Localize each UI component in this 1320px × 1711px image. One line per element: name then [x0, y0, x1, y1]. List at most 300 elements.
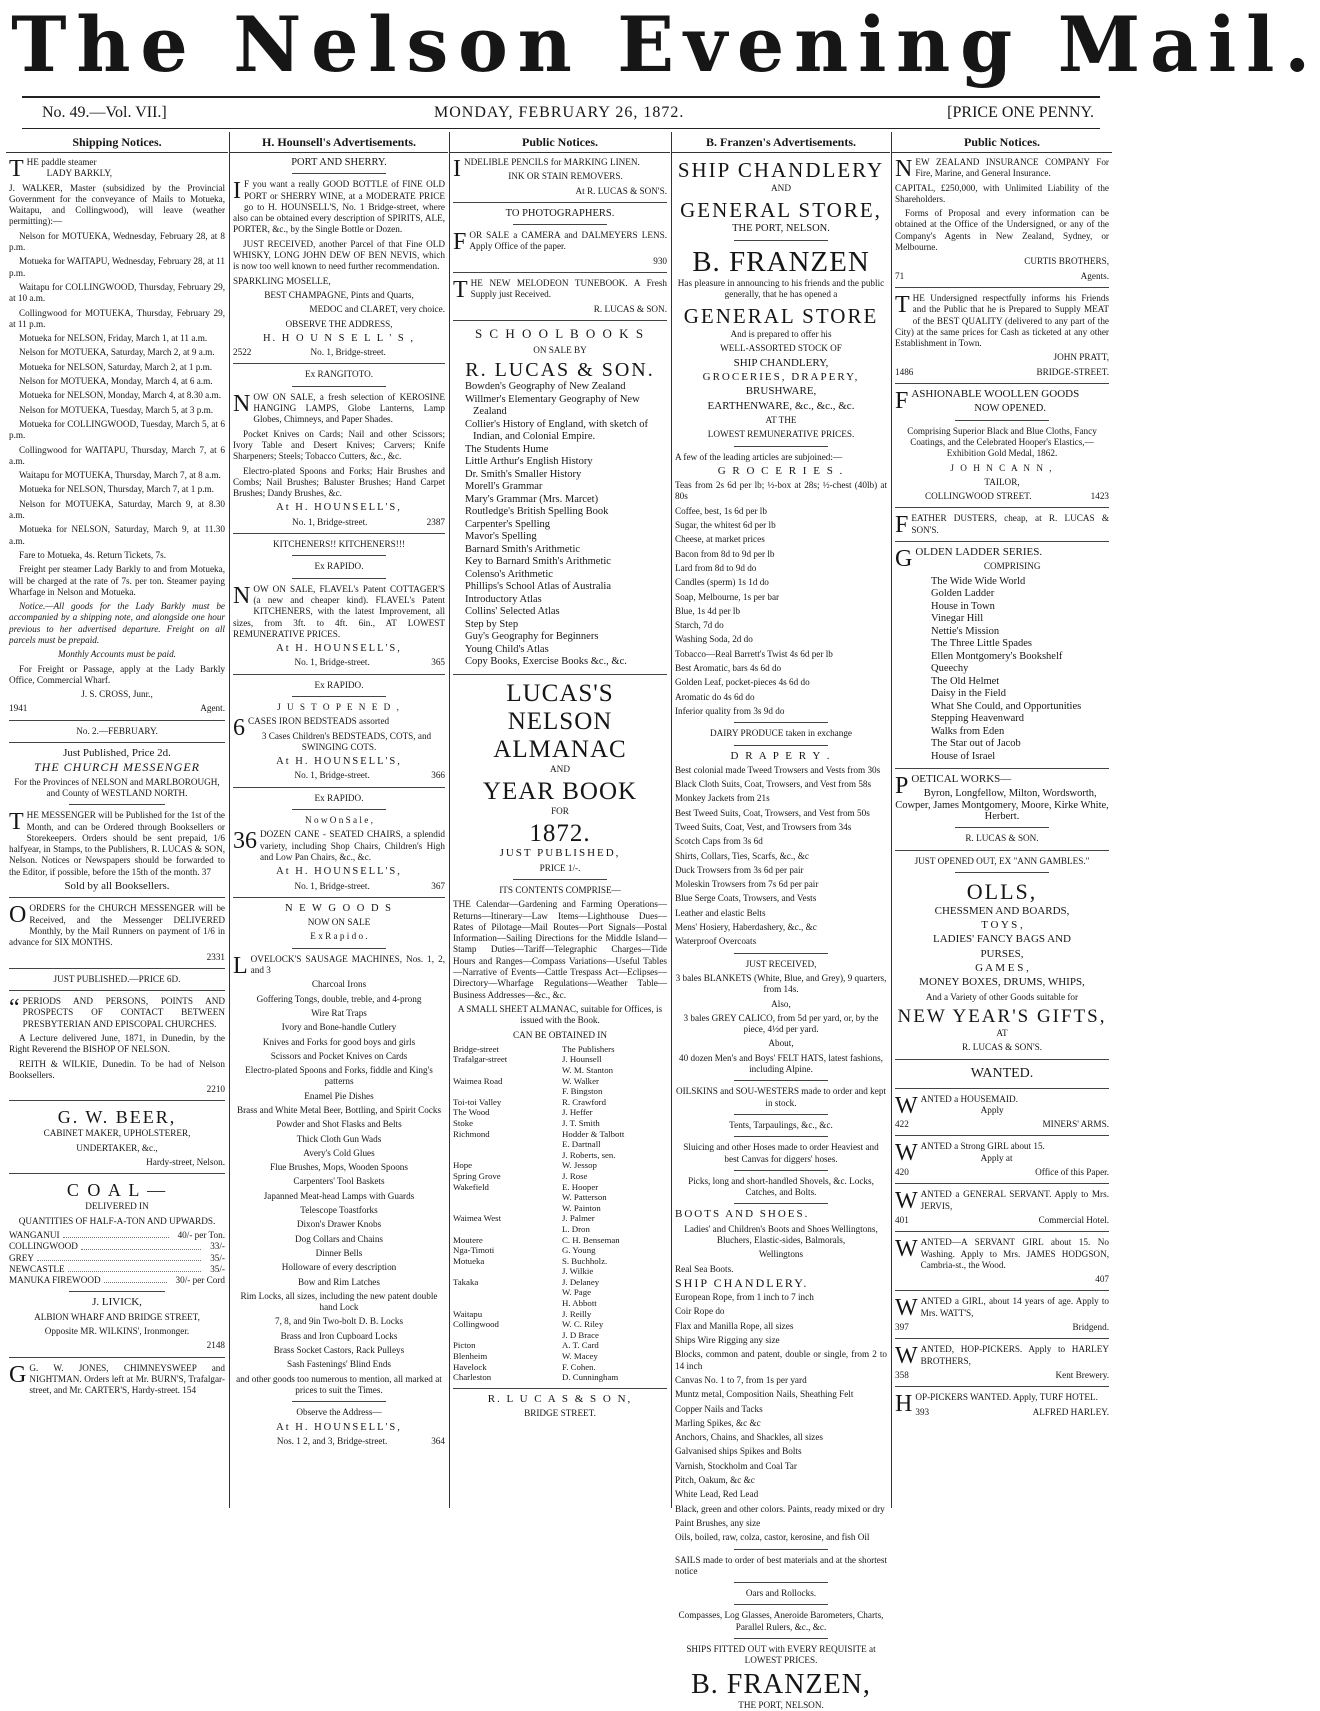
- divider: [9, 968, 225, 969]
- sparkling: SPARKLING MOSELLE,: [233, 275, 331, 286]
- comprising-label: COMPRISING: [983, 561, 1041, 572]
- drop-cap: W: [895, 1140, 918, 1167]
- agent-label: Agent.: [200, 703, 225, 714]
- cane-chairs: DOZEN CANE - SEATED CHAIRS, a splendid variety, including Shop Chairs, Children's High and Low Pan Chairs, &c., &c.: [260, 829, 445, 862]
- brushware: BRUSHWARE,: [745, 385, 817, 398]
- lucas-son: R. LUCAS & SON.: [965, 833, 1039, 844]
- chandlery-item: Varnish, Stockholm and Coal Tar: [675, 1460, 797, 1471]
- grocery-item: Lard from 8d to 9d do: [675, 562, 757, 573]
- drop-cap: 6: [233, 715, 245, 742]
- drop-cap: T: [453, 277, 468, 304]
- drop-cap: I: [453, 156, 461, 182]
- agent-location: Waimea Road: [453, 1075, 503, 1086]
- livick-address: ALBION WHARF AND BRIDGE STREET,: [34, 1311, 200, 1322]
- hop-pickers-wanted: OP-PICKERS WANTED. Apply, TURF HOTEL.: [915, 1392, 1098, 1403]
- just-received: JUST RECEIVED,: [745, 958, 817, 969]
- grocery-item: Teas from 2s 6d per lb; ½-box at 28s; ½-chest (40lb) at 80s: [675, 480, 887, 502]
- apply-text: For Freight or Passage, apply at the Lady Barkly Office, Commercial Wharf.: [9, 663, 225, 685]
- sailing-item: Motueka for NELSON, Thursday, March 7, at 1 p.m.: [19, 484, 214, 495]
- column-header: Public Notices.: [892, 134, 1112, 153]
- drop-cap: W: [895, 1295, 918, 1322]
- divider: [9, 1357, 225, 1358]
- chandlery-item: White Lead, Red Lead: [675, 1489, 759, 1500]
- divider: [955, 872, 1049, 873]
- grocery-item: Cheese, at market prices: [675, 534, 765, 545]
- goods-item: Electro-plated Spoons and Forks, fiddle and King's patterns: [245, 1065, 433, 1087]
- goods-item: Sash Fastenings' Blind Ends: [286, 1359, 391, 1370]
- divider: [895, 1088, 1109, 1089]
- agent-location: Spring Grove: [453, 1170, 501, 1181]
- agent-name: The Publishers: [562, 1043, 615, 1054]
- sailing-item: Motueka for NELSON, Saturday, March 2, at 1 p.m.: [19, 361, 213, 372]
- ref-number: 71: [895, 270, 905, 281]
- leader-dots: [37, 1253, 201, 1261]
- chandlery-item: Galvanised ships Spikes and Bolts: [675, 1446, 802, 1457]
- chandlery-item: Marling Spikes, &c &c: [675, 1417, 761, 1428]
- jones-text: G. W. JONES, CHIMNEYSWEEP and NIGHTMAN. Orders left at Mr. BURN'S, Trafalgar-street, and Mr. CARTER'S, Hardy-street.: [29, 1362, 225, 1396]
- drapery-item: Mens' Hosiery, Haberdashery, &c., &c: [675, 922, 817, 933]
- drop-cap: W: [895, 1092, 918, 1119]
- book-item: Phillips's School Atlas of Australia: [465, 581, 611, 593]
- signer: J. S. CROSS, Junr.,: [81, 689, 153, 700]
- column-header: H. Hounsell's Advertisements.: [230, 134, 448, 153]
- grocery-item: Washing Soda, 2d do: [675, 634, 753, 645]
- money-boxes: MONEY BOXES, DRUMS, WHIPS,: [919, 976, 1085, 989]
- sailing-item: Motueka for COLLINGWOOD, Tuesday, March 5, at 6 p.m.: [9, 418, 225, 441]
- street: No. 1, Bridge-street.: [294, 770, 370, 781]
- coal-price-row: [9, 1253, 225, 1264]
- book-item: Routledge's British Spelling Book: [465, 506, 609, 518]
- goods-item: 7, 8, and 9in Two-bolt D. B. Locks: [274, 1316, 404, 1327]
- goods-item: Dog Collars and Chains: [294, 1233, 384, 1244]
- divider: [734, 1114, 827, 1115]
- series-item: House in Town: [931, 600, 995, 612]
- drapery-list: [675, 765, 887, 948]
- divider: [233, 787, 445, 788]
- ref-number: 422: [895, 1119, 909, 1130]
- agent-name: F. Cohen.: [562, 1361, 596, 1372]
- chandlery-item: Muntz metal, Composition Nails, Sheathing Felt: [675, 1389, 854, 1400]
- coal-price: 30/- per Cord: [175, 1275, 225, 1286]
- drop-cap: L: [233, 952, 248, 979]
- apply-label: Apply at: [980, 1152, 1013, 1163]
- drop-cap: I: [233, 178, 241, 205]
- divider: [233, 674, 445, 675]
- observe-address: OBSERVE THE ADDRESS,: [285, 318, 393, 329]
- ship-chandlery: SHIP CHANDLERY,: [733, 356, 829, 369]
- lecture-text: A Lecture delivered June, 1871, in Dunedin, by the Right Reverend the BISHOP OF NELSON.: [9, 1033, 225, 1055]
- observe-address: Observe the Address—: [296, 1407, 382, 1418]
- just-published: JUST PUBLISHED,: [499, 847, 621, 860]
- sheet-almanac: A SMALL SHEET ALMANAC, suitable for Offices, is issued with the Book.: [457, 1003, 663, 1026]
- agent-location: Takaka: [453, 1276, 479, 1287]
- bedsteads: CASES IRON BEDSTEADS assorted: [248, 716, 390, 727]
- goods-item: Enamel Pie Dishes: [304, 1090, 374, 1101]
- coal-type: GREY: [9, 1252, 35, 1263]
- kitcheners: KITCHENERS!! KITCHENERS!!!: [273, 539, 405, 550]
- goods-item: Flue Brushes, Mops, Wooden Spoons: [270, 1162, 408, 1173]
- book-item: Introductory Atlas: [465, 593, 542, 605]
- agent-location: Havelock: [453, 1361, 487, 1372]
- pratt-text: HE Undersigned respectfully informs his Friends and the Public that he is Prepared to Supply MEAT of the BEST QUALITY (delivered to any part of the City) at the same prices for Cash as ticketed at any other Establishment in Town.: [895, 292, 1109, 349]
- divider: [895, 768, 1109, 769]
- divider: [453, 674, 667, 675]
- at-hounsell: At H. HOUNSELL'S,: [276, 643, 402, 655]
- chandlery-item: European Rope, from 1 inch to 7 inch: [675, 1292, 814, 1303]
- coal-subtitle: DELIVERED IN: [85, 1201, 149, 1212]
- series-item: The Star out of Jacob: [931, 738, 1021, 750]
- lowest-prices: LOWEST REMUNERATIVE PRICES.: [707, 429, 855, 440]
- divider: [292, 386, 385, 387]
- coal-price: 35/-: [210, 1263, 225, 1274]
- goods-item: Brass Socket Castors, Rack Pulleys: [273, 1345, 405, 1356]
- goods-item: Knives and Forks for good boys and girls: [262, 1036, 416, 1047]
- divider: [292, 555, 385, 556]
- divider: [9, 990, 225, 991]
- divider: [453, 320, 667, 321]
- drapery-item: Blue Serge Coats, Trowsers, and Vests: [675, 893, 817, 904]
- agent-name: Hodder & Talbott: [562, 1128, 625, 1139]
- almanac-price: PRICE 1/-.: [539, 862, 581, 873]
- book-item: Copy Books, Exercise Books &c., &c.: [465, 656, 627, 668]
- chandlery-item: Black, green and other colors. Paints, ready mixed or dry: [675, 1503, 885, 1514]
- opened-out: JUST OPENED OUT, EX "ANN GAMBLES.": [914, 855, 1090, 866]
- boots-heading: BOOTS AND SHOES.: [675, 1208, 810, 1221]
- agent-location: Trafalgar-street: [453, 1054, 508, 1065]
- notice-text: Notice.—All goods for the Lady Barkly must be accompanied by a shipping note, and alongside one hour previous to her advertised departure. Freight on all parcels must be prepaid.: [9, 601, 225, 645]
- agent-location: [453, 1065, 558, 1076]
- agent-name: W. Macey: [562, 1351, 598, 1362]
- at-hounsell: At H. HOUNSELL'S,: [276, 866, 402, 878]
- divider: [9, 1100, 225, 1101]
- masthead: [0, 0, 1320, 96]
- drapery-item: Monkey Jackets from 21s: [675, 793, 770, 804]
- divider: [453, 272, 667, 273]
- games: G A M E S ,: [975, 962, 1029, 975]
- ref-number: 401: [895, 1214, 909, 1225]
- column-hounsell-advertisements: [230, 134, 448, 1508]
- ex-ship: Ex RANGITOTO.: [304, 369, 374, 380]
- port-text: F you want a really GOOD BOTTLE of FINE OLD PORT or SHERRY WINE, at a MODERATE PRICE go to H. HOUNSELL'S, No. 1 Bridge-street, where also can be obtained every description of SPIRITS, ALE, PORTER, &c., by the Single Bottle or Dozen.: [233, 179, 445, 235]
- chandlery-item: Paint Brushes, any size: [675, 1517, 761, 1528]
- divider: [895, 1290, 1109, 1291]
- ref-number: 420: [895, 1167, 909, 1178]
- series-item: Walks from Eden: [931, 725, 1005, 737]
- divider: [895, 287, 1109, 288]
- wanted-apply-at: Kent Brewery.: [1055, 1369, 1109, 1380]
- port-nelson: THE PORT, NELSON.: [738, 1699, 824, 1710]
- street: No. 1, Bridge-street.: [294, 657, 370, 668]
- feather-dusters: EATHER DUSTERS, cheap, at R. LUCAS & SON'S.: [911, 513, 1109, 535]
- picks: Picks, long and short-handled Shovels, &c. Locks, Catches, and Bolts.: [688, 1175, 874, 1198]
- street: No. 1, Bridge-street.: [292, 516, 368, 527]
- agent-name: J. Reilly: [562, 1308, 592, 1319]
- grocery-item: Candles (sperm) 1s 1d do: [675, 577, 769, 588]
- agent-location: [453, 1287, 558, 1298]
- franzen-footer: B. FRANZEN,: [691, 1668, 871, 1700]
- steamer-intro: HE paddle steamer: [26, 157, 97, 167]
- drapery-item: Best Tweed Suits, Coat, Trowsers, and Vest from 50s: [675, 807, 870, 818]
- divider: [895, 850, 1109, 851]
- series-item: Ellen Montgomery's Bookshelf: [931, 650, 1063, 662]
- dateline: [22, 96, 1100, 129]
- ref-number: 37: [201, 866, 211, 877]
- golden-ladder: OLDEN LADDER SERIES.: [915, 546, 1043, 559]
- ref-number: 365: [431, 657, 445, 668]
- drop-cap: W: [895, 1236, 918, 1263]
- poets-list: Byron, Longfellow, Milton, Wordsworth, Cowper, James Montgomery, Moore, Kirke White, Herbert.: [895, 788, 1109, 822]
- divider: [69, 1291, 164, 1292]
- sailing-item: Motueka for NELSON, Saturday, March 9, at 11.30 a.m.: [9, 524, 225, 546]
- divider: [453, 1388, 667, 1389]
- divider: [9, 720, 225, 721]
- camera-text: OR SALE a CAMERA and DALMEYERS LENS. Apply Office of the paper.: [469, 230, 667, 252]
- agent-name: E. Hooper: [562, 1181, 599, 1192]
- agent-name: J. Rose: [562, 1170, 588, 1181]
- drop-cap: T: [9, 809, 24, 836]
- coal-quantities: QUANTITIES OF HALF-A-TON AND UPWARDS.: [18, 1215, 216, 1226]
- grocery-item: Sugar, the whitest 6d per lb: [675, 520, 776, 531]
- ref-number: 364: [431, 1435, 445, 1446]
- at-the: AT THE: [765, 414, 797, 425]
- divider: [895, 1135, 1109, 1136]
- agents-list: [453, 1044, 667, 1383]
- freight-text: Freight per steamer Lady Barkly to and from Motueka, will be charged at the rate of 7s. per ton. Steamer paying Wharfage in Nelson and Motueka.: [9, 564, 225, 597]
- agent-name: S. Buchholz.: [562, 1255, 608, 1266]
- column-public-notices: [450, 134, 670, 1508]
- street: No. 1, Bridge-street.: [294, 880, 370, 891]
- agent-location: Stoke: [453, 1117, 474, 1128]
- ref-number: 2210: [206, 1084, 225, 1095]
- fancy-bags: LADIES' FANCY BAGS AND: [933, 933, 1071, 946]
- ref-number: 366: [431, 770, 445, 781]
- divider: [292, 696, 385, 697]
- agent-name: W. Patterson: [562, 1192, 607, 1203]
- divider: [513, 224, 607, 225]
- street: No. 1, Bridge-street.: [310, 347, 386, 358]
- chandlery-item: Blocks, common and patent, double or single, from 2 to 14 inch: [675, 1349, 887, 1371]
- hounsell-address: H. H O U N S E L L ' S ,: [262, 332, 416, 344]
- at-lucas: At R. LUCAS & SON'S.: [575, 185, 667, 196]
- collingwood-street: COLLINGWOOD STREET.: [925, 491, 1032, 502]
- lamps-text: OW ON SALE, a fresh selection of KEROSINE HANGING LAMPS, Globe Lanterns, Lamp Globes, Chimneys, and Paper Shades.: [253, 391, 445, 425]
- divider: [734, 1582, 827, 1583]
- ink-text: INK OR STAIN REMOVERS.: [508, 171, 623, 182]
- divider: [9, 1173, 225, 1174]
- about: About,: [768, 1038, 794, 1049]
- goods-item: Charcoal Irons: [311, 979, 367, 990]
- and-label: AND: [771, 183, 791, 193]
- wanted-apply-at: MINERS' ARMS.: [1042, 1119, 1109, 1130]
- grocery-item: Best Aromatic, bars 4s 6d do: [675, 663, 782, 674]
- agent-location: [453, 1266, 558, 1277]
- book-item: Collier's History of England, with sketch of Indian, and Colonial Empire.: [465, 418, 648, 443]
- ship-chandlery-heading: SHIP CHANDLERY.: [675, 1275, 809, 1290]
- goods-item: Dixon's Drawer Knobs: [296, 1219, 382, 1230]
- just-published-2: JUST PUBLISHED.—PRICE 6D.: [53, 973, 181, 984]
- agent-name: H. Abbott: [562, 1298, 597, 1309]
- wanted-apply-at: Office of this Paper.: [1035, 1167, 1109, 1178]
- also: Also,: [771, 998, 791, 1009]
- book-item: Willmer's Elementary Geography of New Zealand: [465, 393, 640, 418]
- drop-cap: F: [895, 512, 909, 539]
- obtained-in: CAN BE OBTAINED IN: [513, 1029, 607, 1040]
- goods-list: [233, 979, 445, 1370]
- apply-label: Apply: [980, 1104, 1004, 1115]
- wanted-hop-pickers: ANTED, HOP-PICKERS. Apply to HARLEY BROTHERS,: [920, 1344, 1109, 1366]
- goods-item: Wire Rat Traps: [311, 1007, 367, 1018]
- school-book-list: [453, 381, 667, 669]
- agent-location: [453, 1192, 558, 1203]
- ref-number: 1941: [9, 703, 28, 714]
- agent-location: Collingwood: [453, 1319, 499, 1330]
- franzen-name: B. FRANZEN: [692, 245, 870, 278]
- chandlery-item: Canvas No. 1 to 7, from 1s per yard: [675, 1374, 807, 1385]
- dairy-produce: DAIRY PRODUCE taken in exchange: [709, 728, 853, 739]
- leader-dots: [104, 1275, 167, 1283]
- well-assorted: WELL-ASSORTED STOCK OF: [720, 343, 842, 354]
- pleasure-text: Has pleasure in announcing to his friends and the public generally, that he has opened a: [677, 277, 885, 299]
- compasses: Compasses, Log Glasses, Aneroide Barometers, Charts, Parallel Rulers, &c., &c.: [678, 1610, 884, 1632]
- goods-item: Goffering Tongs, double, treble, and 4-prong: [256, 993, 422, 1004]
- sailing-item: Motueka for NELSON, Monday, March 4, at 8.30 a.m.: [19, 390, 221, 401]
- goods-item: Bow and Rim Latches: [298, 1276, 380, 1287]
- at-label: AT: [996, 1027, 1008, 1038]
- ex-ship: Ex RAPIDO.: [314, 561, 364, 572]
- wanted-apply-at: Commercial Hotel.: [1038, 1214, 1109, 1225]
- agent-location: Picton: [453, 1340, 476, 1351]
- drop-cap: O: [9, 902, 27, 929]
- agent-location: [453, 1298, 558, 1309]
- column-header: Public Notices.: [450, 134, 670, 153]
- now-opened: NOW OPENED.: [974, 403, 1046, 415]
- issue-number: No. 49.—Vol. VII.]: [42, 104, 167, 121]
- john-pratt: JOHN PRATT,: [1053, 352, 1109, 363]
- lucas-sons: R. LUCAS & SON'S.: [961, 1042, 1043, 1053]
- column-header: Shipping Notices.: [6, 134, 228, 153]
- drapery-item: Black Cloth Suits, Coat, Trowsers, and Vest from 58s: [675, 779, 872, 790]
- coal-price-list: [9, 1230, 225, 1286]
- book-item: Mary's Grammar (Mrs. Marcet): [465, 493, 599, 505]
- orders-text: ORDERS for the CHURCH MESSENGER will be Received, and the Messenger DELIVERED Monthly, by the Mail Runners on payment of 1/6 in advance for SIX MONTHS.: [9, 903, 225, 948]
- drapery-item: Leather and elastic Belts: [675, 907, 766, 918]
- drop-cap: H: [895, 1391, 913, 1418]
- column-header: B. Franzen's Advertisements.: [672, 134, 890, 153]
- at-hounsell: At H. HOUNSELL'S,: [276, 1421, 402, 1433]
- comprising-text: Comprising Superior Black and Blue Cloths, Fancy Coatings, and the Celebrated Hooper's Elastics,—Exhibition Gold Medal, 1862.: [907, 425, 1097, 459]
- drapery-item: Waterproof Overcoats: [675, 936, 757, 947]
- wanted-housemaid: ANTED a HOUSEMAID.: [920, 1093, 1018, 1104]
- drapery-item: Moleskin Trowsers from 7s 6d per pair: [675, 879, 819, 890]
- agent-location: [453, 1224, 558, 1235]
- chandlery-item: Flax and Manilla Rope, all sizes: [675, 1320, 794, 1331]
- drapery-item: Scotch Caps from 3s 6d: [675, 836, 763, 847]
- agent-location: Waitapu: [453, 1308, 483, 1319]
- divider: [513, 879, 607, 880]
- goods-item: Brass and White Metal Beer, Bottling, and Spirit Cocks: [236, 1105, 442, 1115]
- drop-cap: P: [895, 773, 909, 800]
- port-nelson: THE PORT, NELSON.: [732, 223, 830, 235]
- church-subtitle: For the Provinces of NELSON and MARLBOROUGH, and County of WESTLAND NORTH.: [14, 776, 220, 798]
- general-store-title: GENERAL STORE,: [680, 198, 882, 223]
- book-item: Dr. Smith's Smaller History: [465, 468, 582, 480]
- divider: [292, 809, 385, 810]
- general-store: GENERAL STORE: [683, 304, 879, 329]
- goods-item: Powder and Shot Flasks and Belts: [276, 1119, 402, 1130]
- flavel-text: OW ON SALE, FLAVEL's Patent COTTAGER'S (a new and cheaper kind). FLAVEL's Patent KITCHENERS, with the latest Improvement, all sizes, from 3ft. to 4ft. 6in., AT LOWEST REMUNERATIVE PRICES.: [233, 583, 445, 639]
- drop-cap: N: [233, 390, 251, 417]
- grocery-item: Soap, Melbourne, 1s per bar: [675, 591, 780, 602]
- champagne: BEST CHAMPAGNE, Pints and Quarts,: [264, 289, 414, 300]
- prepared: And is prepared to offer his: [730, 329, 832, 340]
- divider: [734, 1638, 827, 1639]
- book-item: Bowden's Geography of New Zealand: [465, 381, 626, 393]
- new-goods: N E W G O O D S: [284, 902, 394, 914]
- ref-number: 407: [1095, 1274, 1109, 1285]
- ref-number: 2522: [233, 347, 252, 358]
- divider: [734, 722, 827, 723]
- drop-cap: F: [895, 388, 909, 415]
- newspaper-title: The Nelson Evening Mail.: [11, 0, 1320, 89]
- coal-price-row: [9, 1230, 225, 1241]
- column-shipping-notices: [6, 134, 228, 1508]
- almanac-year: 1872.: [529, 820, 591, 848]
- reith-text: REITH & WILKIE, Dunedin. To be had of Nelson Booksellers.: [9, 1058, 225, 1080]
- series-item: Daisy in the Field: [931, 688, 1006, 700]
- divider: [734, 1170, 827, 1171]
- grocery-item: Blue, 1s 4d per lb: [675, 605, 741, 616]
- lovelock-text: OVELOCK'S SAUSAGE MACHINES, Nos. 1, 2, and 3: [250, 953, 445, 976]
- divider: [734, 1549, 827, 1550]
- divider: [895, 1338, 1109, 1339]
- agent-name: D. Cunningham: [562, 1372, 619, 1383]
- drapery-item: Best colonial made Tweed Trowsers and Vests from 30s: [675, 764, 881, 775]
- goods-item: Carpenters' Tool Baskets: [293, 1176, 385, 1187]
- sluicing: Sluicing and other Hoses made to order Heaviest and best Canvas for diggers' hoses.: [683, 1142, 879, 1164]
- wellingtons: Wellingtons: [758, 1249, 804, 1260]
- coal-type: WANGANUI: [9, 1229, 60, 1240]
- divider: [955, 827, 1049, 828]
- chandlery-item: Anchors, Chains, and Shackles, all sizes: [675, 1432, 823, 1443]
- leader-dots: [63, 1230, 169, 1238]
- just-opened: J U S T O P E N E D ,: [277, 701, 401, 712]
- agent-name: J. Heffer: [562, 1107, 593, 1118]
- grocery-item: Bacon from 8d to 9d per lb: [675, 548, 775, 559]
- divider: [895, 541, 1109, 542]
- chessmen: CHESSMEN AND BOARDS,: [934, 904, 1070, 917]
- divider: [233, 897, 445, 898]
- agent-name: A. T. Card: [562, 1340, 599, 1351]
- divider: [9, 742, 225, 743]
- agent-name: W. Jessop: [562, 1160, 597, 1171]
- ex-ship: Ex RAPIDO.: [314, 792, 364, 803]
- beer-name: G. W. BEER,: [57, 1107, 177, 1128]
- divider: [895, 383, 1109, 384]
- melodeon-text: HE NEW MELODEON TUNEBOOK. A Fresh Supply just Received.: [470, 278, 667, 300]
- goods-item: Scissors and Pocket Knives on Cards: [270, 1050, 408, 1061]
- chandlery-item: Pitch, Oakum, &c &c: [675, 1475, 755, 1486]
- oars: Oars and Rollocks.: [745, 1588, 817, 1599]
- agent-location: Wakefield: [453, 1181, 489, 1192]
- sailing-item: Motueka for WAITAPU, Wednesday, February 28, at 11 p.m.: [9, 256, 225, 278]
- wanted-girl-14: ANTED a GIRL, about 14 years of age. Apply to Mrs. WATT'S,: [920, 1296, 1109, 1318]
- livick-opposite: Opposite MR. WILKINS', Ironmonger.: [44, 1326, 190, 1337]
- issue-label: No. 2.—FEBRUARY.: [76, 725, 158, 736]
- drop-cap: 36: [233, 828, 257, 855]
- agent-name: W. Page: [562, 1287, 591, 1298]
- drop-cap: “: [9, 995, 20, 1022]
- toys: T O Y S ,: [981, 919, 1023, 932]
